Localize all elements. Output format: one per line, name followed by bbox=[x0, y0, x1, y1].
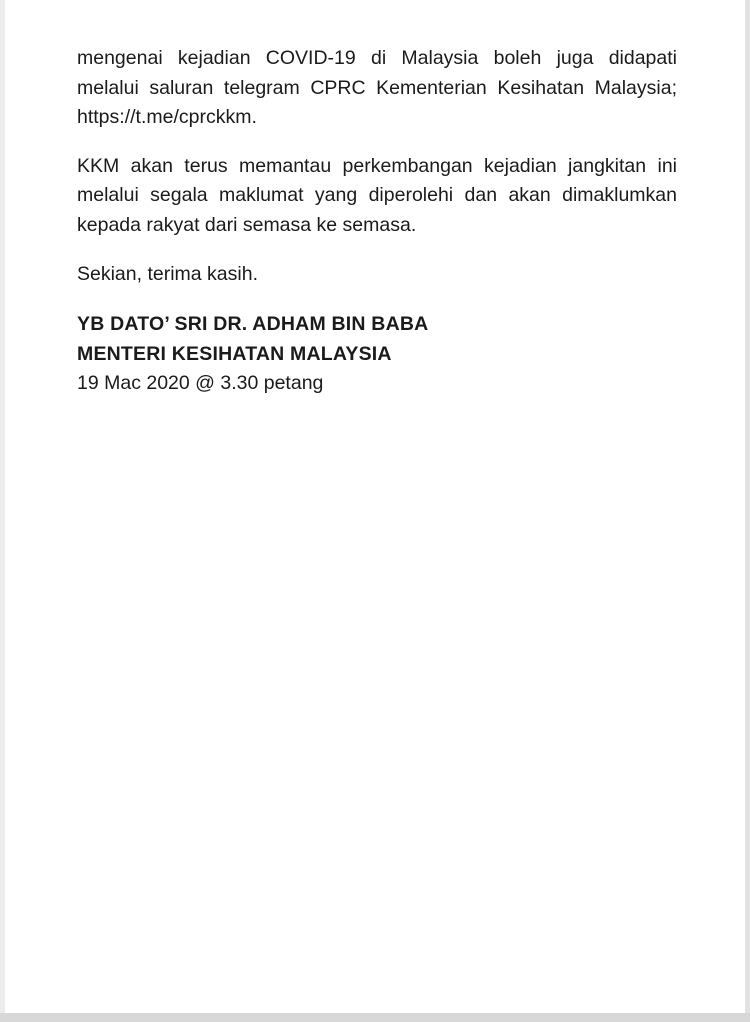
paragraph-telegram-info bbox=[77, 44, 677, 133]
page-edge-right bbox=[745, 0, 750, 1022]
text-line: kepada rakyat dari semasa ke semasa. bbox=[77, 213, 417, 236]
paragraph-kkm-monitoring bbox=[77, 152, 677, 241]
paragraph-closing bbox=[77, 260, 677, 290]
signatory-name: YB DATO’ SRI DR. ADHAM BIN BABA bbox=[77, 313, 429, 336]
signatory-title: MENTERI KESIHATAN MALAYSIA bbox=[77, 342, 392, 365]
telegram-url: https://t.me/cprckkm. bbox=[77, 106, 257, 129]
text-line: melalui saluran telegram CPRC Kementerian Kesihatan Malaysia; bbox=[77, 76, 677, 99]
page-edge-bottom bbox=[0, 1013, 750, 1022]
text-line: mengenai kejadian COVID-19 di Malaysia boleh juga didapati bbox=[77, 47, 677, 69]
text-line: melalui segala maklumat yang diperolehi dan akan dimaklumkan bbox=[77, 184, 677, 207]
signature-block bbox=[77, 310, 677, 399]
text-line: KKM akan terus memantau perkembangan kejadian jangkitan ini bbox=[77, 154, 677, 177]
closing-text: Sekian, terima kasih. bbox=[77, 262, 258, 285]
page-edge-left bbox=[0, 0, 5, 1022]
statement-datetime: 19 Mac 2020 @ 3.30 petang bbox=[77, 372, 324, 395]
letter-body bbox=[77, 44, 677, 399]
